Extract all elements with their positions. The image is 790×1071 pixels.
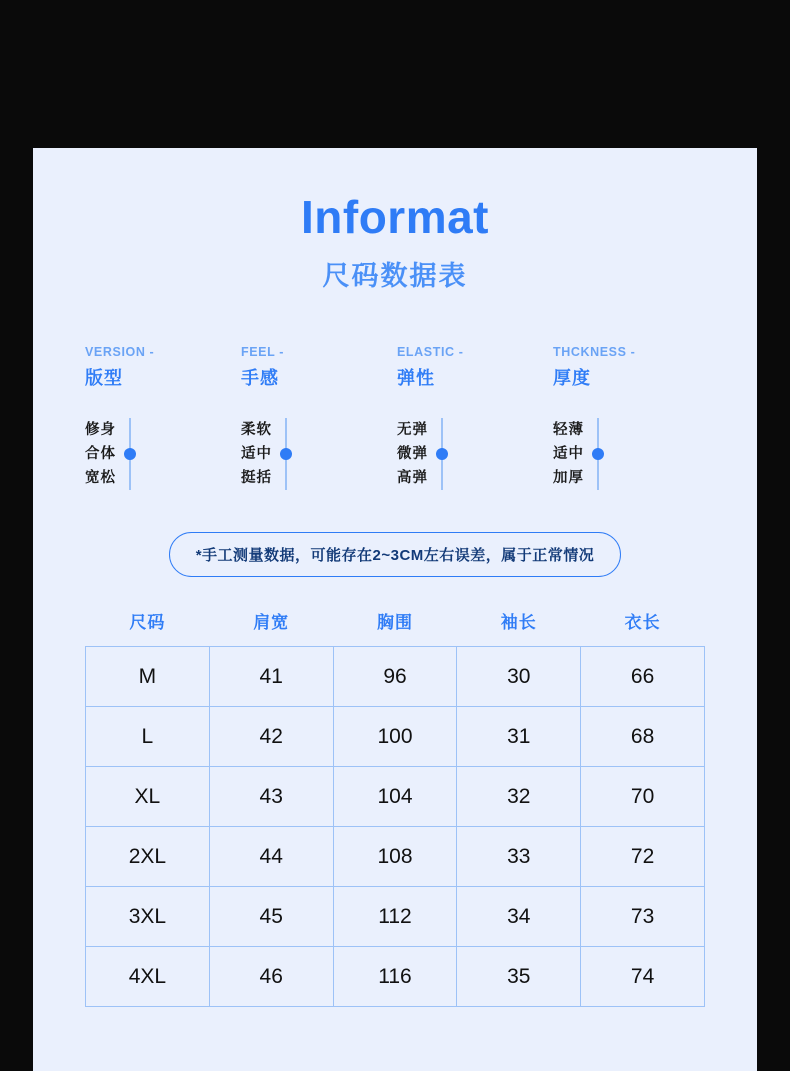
- cell-bust: 100: [333, 707, 457, 767]
- attribute-cn-label: 版型: [85, 368, 123, 388]
- page-subtitle: 尺码数据表: [322, 261, 468, 291]
- table-row: [86, 887, 705, 947]
- table-row: [86, 947, 705, 1007]
- column-header-length: 衣长: [624, 613, 661, 632]
- column-header-bust: 胸围: [376, 613, 413, 632]
- cell-sleeve: 35: [457, 947, 581, 1007]
- scale-option: 无弹: [397, 422, 428, 438]
- attribute-en-label: VERSION -: [85, 345, 155, 359]
- scale-option: 轻薄: [553, 422, 584, 438]
- scale-option: 适中: [553, 446, 584, 462]
- size-table-wrapper: [85, 607, 705, 1007]
- table-row: [86, 827, 705, 887]
- table-header-row: [86, 607, 705, 647]
- scale-track: [436, 418, 448, 490]
- column-header-sleeve: 袖长: [500, 613, 537, 632]
- attribute-en-label: THCKNESS -: [553, 345, 636, 359]
- cell-bust: 104: [333, 767, 457, 827]
- scale-option-list: [397, 418, 428, 490]
- cell-bust: 116: [333, 947, 457, 1007]
- attribute-row: [33, 345, 757, 490]
- cell-shoulder: 44: [209, 827, 333, 887]
- cell-length: 66: [581, 647, 705, 707]
- cell-shoulder: 46: [209, 947, 333, 1007]
- scale-option: 柔软: [241, 422, 272, 438]
- cell-sleeve: 30: [457, 647, 581, 707]
- scale-track: [124, 418, 136, 490]
- attribute-feel: [241, 345, 397, 490]
- column-header-shoulder: 肩宽: [253, 613, 290, 632]
- scale-option: 适中: [241, 446, 272, 462]
- cell-size: 2XL: [86, 827, 210, 887]
- measurement-note: *手工测量数据，可能存在2~3CM左右误差，属于正常情况: [169, 532, 622, 577]
- cell-sleeve: 33: [457, 827, 581, 887]
- attribute-elastic: [397, 345, 553, 490]
- attribute-thickness: [553, 345, 709, 490]
- attribute-scale: [397, 418, 553, 490]
- measurement-note-container: [33, 532, 757, 577]
- cell-length: 74: [581, 947, 705, 1007]
- page-title: Informat: [301, 191, 489, 243]
- attribute-en-label: ELASTIC -: [397, 345, 464, 359]
- scale-option-list: [85, 418, 116, 490]
- cell-bust: 96: [333, 647, 457, 707]
- scale-option: 加厚: [553, 470, 584, 486]
- size-table-head: [86, 607, 705, 647]
- attribute-scale: [553, 418, 709, 490]
- scale-marker-dot: [280, 448, 292, 460]
- cell-length: 68: [581, 707, 705, 767]
- scale-option-list: [241, 418, 272, 490]
- cell-size: M: [86, 647, 210, 707]
- scale-option: 修身: [85, 422, 116, 438]
- attribute-en-label: FEEL -: [241, 345, 284, 359]
- cell-size: 3XL: [86, 887, 210, 947]
- cell-length: 70: [581, 767, 705, 827]
- cell-sleeve: 32: [457, 767, 581, 827]
- scale-track: [280, 418, 292, 490]
- scale-marker-dot: [436, 448, 448, 460]
- attribute-scale: [241, 418, 397, 490]
- scale-option: 高弹: [397, 470, 428, 486]
- attribute-cn-label: 手感: [241, 368, 279, 388]
- attribute-version: [85, 345, 241, 490]
- scale-option: 微弹: [397, 446, 428, 462]
- table-row: [86, 647, 705, 707]
- cell-length: 72: [581, 827, 705, 887]
- scale-track: [592, 418, 604, 490]
- attribute-scale: [85, 418, 241, 490]
- table-row: [86, 767, 705, 827]
- table-row: [86, 707, 705, 767]
- size-table-body: [86, 647, 705, 1007]
- size-chart-page: [33, 148, 757, 1071]
- scale-option: 挺括: [241, 470, 272, 486]
- scale-option-list: [553, 418, 584, 490]
- cell-sleeve: 34: [457, 887, 581, 947]
- scale-option: 合体: [85, 446, 116, 462]
- cell-size: 4XL: [86, 947, 210, 1007]
- cell-size: L: [86, 707, 210, 767]
- attribute-cn-label: 弹性: [397, 368, 435, 388]
- cell-bust: 112: [333, 887, 457, 947]
- scale-marker-dot: [124, 448, 136, 460]
- cell-size: XL: [86, 767, 210, 827]
- cell-shoulder: 42: [209, 707, 333, 767]
- cell-sleeve: 31: [457, 707, 581, 767]
- cell-shoulder: 43: [209, 767, 333, 827]
- cell-shoulder: 45: [209, 887, 333, 947]
- attribute-cn-label: 厚度: [553, 368, 591, 388]
- cell-length: 73: [581, 887, 705, 947]
- scale-marker-dot: [592, 448, 604, 460]
- cell-shoulder: 41: [209, 647, 333, 707]
- cell-bust: 108: [333, 827, 457, 887]
- size-table: [85, 607, 705, 1007]
- column-header-size: 尺码: [129, 613, 166, 632]
- scale-option: 宽松: [85, 470, 116, 486]
